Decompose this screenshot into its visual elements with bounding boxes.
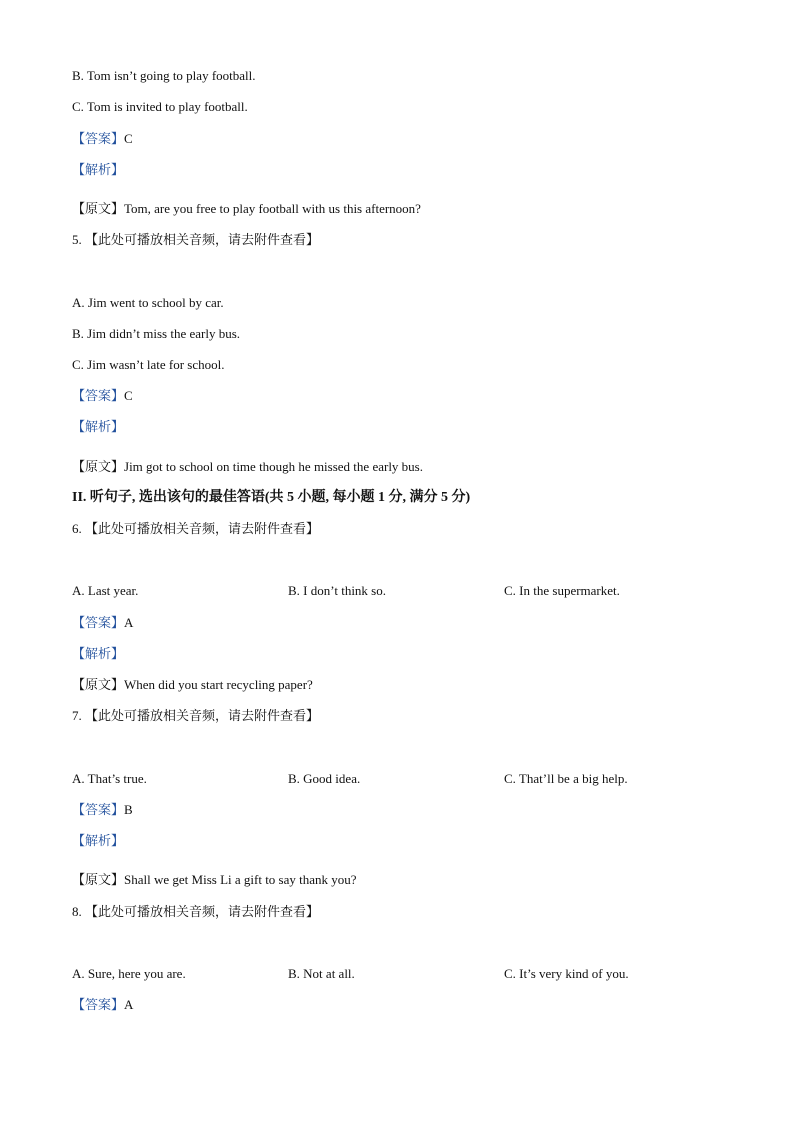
q8-answer — [72, 996, 133, 1014]
original-tag: 【原文】 — [72, 459, 125, 474]
q8-option-a: A. Sure, here you are. — [72, 966, 186, 981]
q7-original — [72, 871, 357, 889]
q4-original — [72, 200, 421, 218]
answer-tag: 【答案】 — [72, 802, 125, 817]
q8-option-c: C. It’s very kind of you. — [504, 966, 629, 981]
q7-original-text: Shall we get Miss Li a gift to say thank you? — [124, 872, 357, 887]
answer-tag: 【答案】 — [72, 131, 125, 146]
q5-original-text: Jim got to school on time though he missed the early bus. — [124, 459, 423, 474]
q4-option-b: B. Tom isn’t going to play football. — [72, 68, 256, 83]
q7-option-b: B. Good idea. — [288, 771, 361, 786]
analysis-tag: 【解析】 — [72, 646, 125, 661]
q5-answer-value: C — [124, 388, 133, 403]
q7-answer — [72, 801, 133, 819]
q4-analysis — [72, 161, 124, 179]
q5-option-b: B. Jim didn’t miss the early bus. — [72, 326, 241, 341]
answer-tag: 【答案】 — [72, 615, 125, 630]
q6-original-text: When did you start recycling paper? — [124, 677, 313, 692]
q7-option-a: A. That’s true. — [72, 771, 147, 786]
q6-option-b: B. I don’t think so. — [288, 583, 386, 598]
q8-option-b: B. Not at all. — [288, 966, 355, 981]
section-heading: II. 听句子, 选出该句的最佳答语(共 5 小题, 每小题 1 分, 满分 5 分) — [72, 490, 471, 505]
q6-original — [72, 676, 313, 694]
q5-prompt: 5. 【此处可播放相关音频，请去附件查看】 — [72, 232, 320, 247]
original-tag: 【原文】 — [72, 201, 125, 216]
original-tag: 【原文】 — [72, 677, 125, 692]
q7-answer-value: B — [124, 802, 133, 817]
q8-prompt: 8. 【此处可播放相关音频，请去附件查看】 — [72, 904, 320, 919]
q5-option-a: A. Jim went to school by car. — [72, 295, 224, 310]
q5-analysis — [72, 418, 124, 436]
q5-answer — [72, 387, 133, 405]
q6-answer — [72, 614, 133, 632]
q5-original — [72, 458, 423, 476]
q6-analysis — [72, 645, 124, 663]
q6-prompt: 6. 【此处可播放相关音频，请去附件查看】 — [72, 521, 320, 536]
q7-analysis — [72, 832, 124, 850]
analysis-tag: 【解析】 — [72, 419, 125, 434]
analysis-tag: 【解析】 — [72, 162, 125, 177]
original-tag: 【原文】 — [72, 872, 125, 887]
q4-answer — [72, 130, 133, 148]
answer-tag: 【答案】 — [72, 997, 125, 1012]
q6-option-c: C. In the supermarket. — [504, 583, 620, 598]
q4-option-c: C. Tom is invited to play football. — [72, 99, 248, 114]
q4-answer-value: C — [124, 131, 133, 146]
analysis-tag: 【解析】 — [72, 833, 125, 848]
q7-prompt: 7. 【此处可播放相关音频，请去附件查看】 — [72, 708, 320, 723]
q8-answer-value: A — [124, 997, 134, 1012]
answer-tag: 【答案】 — [72, 388, 125, 403]
q6-answer-value: A — [124, 615, 134, 630]
q4-original-text: Tom, are you free to play football with us this afternoon? — [124, 201, 421, 216]
q7-option-c: C. That’ll be a big help. — [504, 771, 628, 786]
q6-option-a: A. Last year. — [72, 583, 139, 598]
q5-option-c: C. Jim wasn’t late for school. — [72, 357, 225, 372]
